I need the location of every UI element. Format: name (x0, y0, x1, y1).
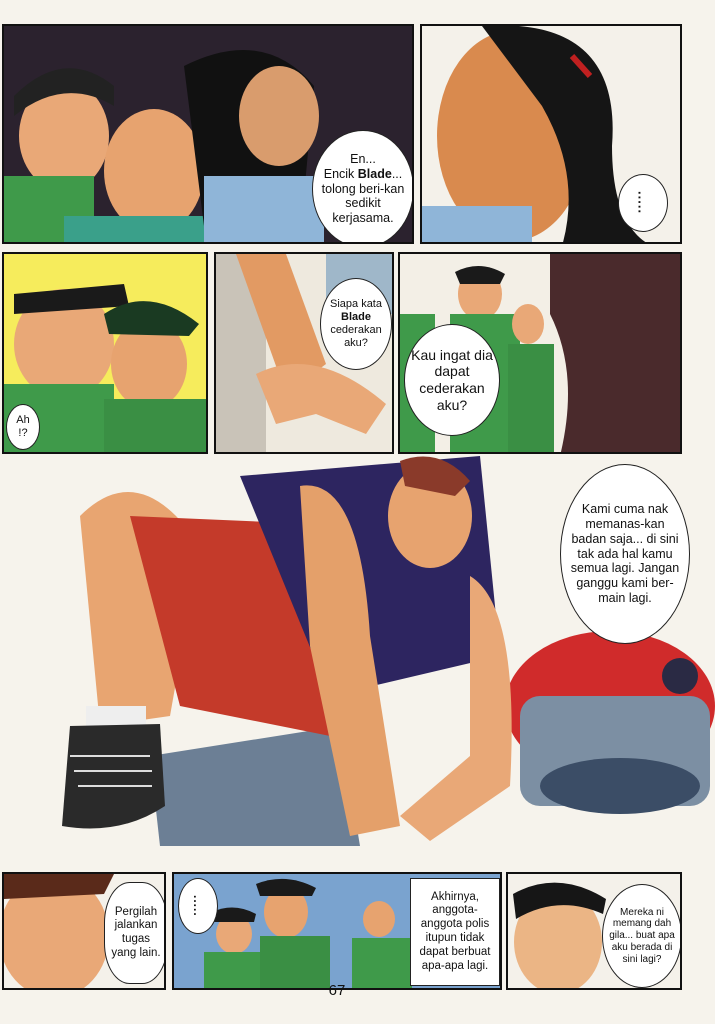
bubble-1-name: Blade (357, 166, 392, 181)
panel-7 (2, 872, 166, 990)
speech-bubble-8 (602, 884, 682, 988)
bubble-4a-name: Blade (341, 311, 371, 324)
panel-1 (2, 24, 414, 244)
panel-9 (506, 872, 682, 990)
bubble-4b-text: Kau ingat dia dapat cederakan aku? (411, 346, 493, 413)
speech-bubble-2 (618, 174, 668, 232)
bubble-1-mid1: Encik (323, 166, 358, 181)
bubble-3-text: Ah !? (16, 414, 30, 439)
panel-6-splash (0, 456, 715, 868)
speech-bubble-4a (320, 278, 392, 370)
speech-bubble-5 (560, 464, 690, 644)
bubble-1-rest: tolong beri-kan sedikit kerjasama. (321, 181, 405, 226)
speech-bubble-4b (404, 324, 500, 436)
panel-2 (420, 24, 682, 244)
bubble-5-text: Kami cuma nak memanas-kan badan saja... di sini tak ada hal kamu semua lagi. Jangan ganggu kami ber-main lagi. (570, 502, 680, 605)
bubble-2-text: ..... (635, 191, 651, 215)
bubble-6-text: Pergilah jalankan tugas yang lain. (111, 905, 161, 959)
panel-3 (2, 252, 208, 454)
bubble-1-mid2: ... (391, 166, 403, 181)
bubble-1-pre: En... (350, 152, 376, 167)
panel-5 (398, 252, 682, 454)
speech-bubble-6 (104, 882, 166, 984)
speech-bubble-1 (312, 130, 414, 244)
bubble-7-text: ..... (191, 895, 206, 917)
bubble-4a-pre: Siapa kata (330, 298, 382, 311)
page-number: 67 (328, 982, 346, 999)
bubble-4a-rest: cederakan aku? (330, 324, 382, 349)
speech-bubble-3 (6, 404, 40, 450)
narration-text: Akhirnya, anggota-anggota polis itupun tidak dapat berbuat apa-apa lagi. (419, 890, 491, 972)
speech-bubble-7 (178, 878, 218, 934)
narration-box (410, 878, 500, 986)
panel-8 (172, 872, 502, 990)
panel-4 (214, 252, 394, 454)
bubble-8-text: Mereka ni memang dah gila... buat apa aku berada di sini lagi? (609, 906, 675, 965)
